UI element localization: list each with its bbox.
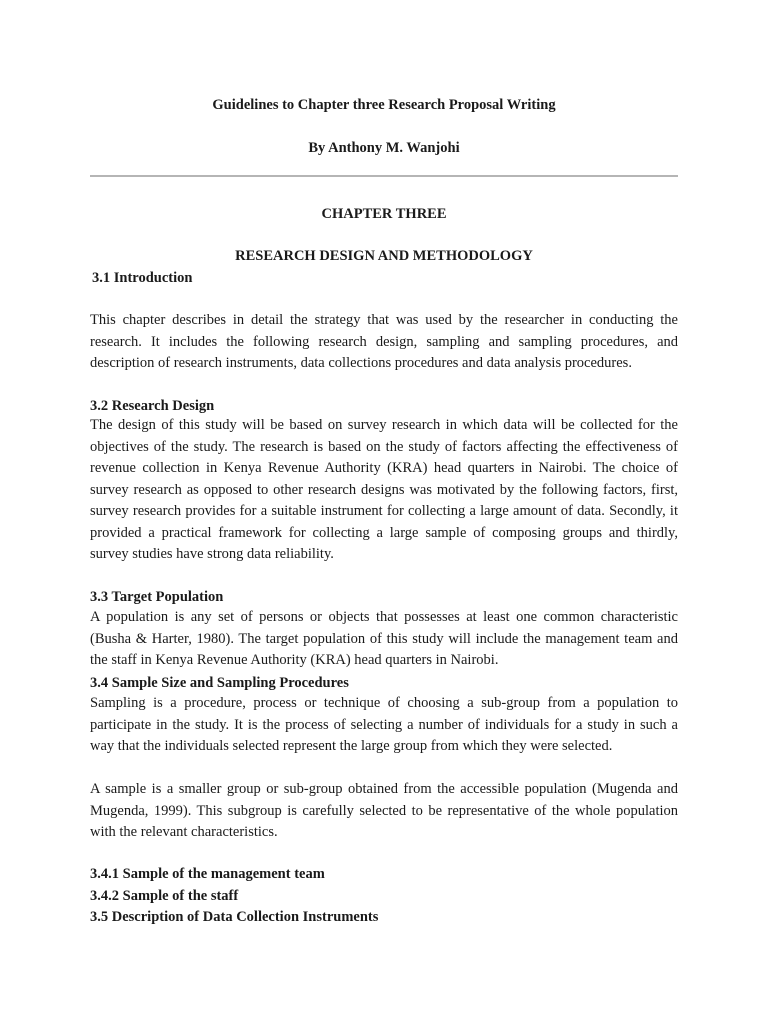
section-3-5-heading: 3.5 Description of Data Collection Instruments [90,909,379,925]
section-3-4-heading: 3.4 Sample Size and Sampling Procedures [90,675,349,691]
section-3-4-2-heading: 3.4.2 Sample of the staff [90,888,239,904]
document-author: By Anthony M. Wanjohi [308,140,460,156]
chapter-number-title: CHAPTER THREE [321,206,447,222]
section-3-2-heading: 3.2 Research Design [90,398,215,414]
section-3-4-1-heading: 3.4.1 Sample of the management team [90,866,325,882]
section-3-2-body: The design of this study will be based on survey research in which data will be collected for the objectives of the study. The research is based on the study of factors affecting the effectiveness of revenue collection in Kenya Revenue Authority (KRA) head quarters in Nairobi. The choice of survey research as opposed to other research designs was motivated by the following factors, first, survey research provides for a suitable instrument for collecting a large amount of data. Secondly, it provided a practical framework for collecting a large sample of composing groups and thirdly, survey studies have strong data reliability. [90,417,678,562]
horizontal-divider [90,175,678,177]
section-3-4-body-2: A sample is a smaller group or sub-group obtained from the accessible population (Mugenda and Mugenda, 1999). This subgroup is carefully selected to be representative of the whole population with the relevant characteristics. [90,781,678,840]
chapter-title: RESEARCH DESIGN AND METHODOLOGY [235,248,533,264]
section-3-1-heading: 3.1 Introduction [92,270,193,286]
section-3-3-body: A population is any set of persons or objects that possesses at least one common characteristic (Busha & Harter, 1980). The target population of this study will include the management team and the staff in Kenya Revenue Authority (KRA) head quarters in Nairobi. [90,609,678,668]
section-3-3-heading: 3.3 Target Population [90,589,224,605]
section-3-4-body-1: Sampling is a procedure, process or technique of choosing a sub-group from a population to participate in the study. It is the process of selecting a number of individuals for a study in such a way that the individuals selected represent the large group from which they were selected. [90,695,678,754]
document-title: Guidelines to Chapter three Research Proposal Writing [212,97,556,113]
section-3-1-body: This chapter describes in detail the strategy that was used by the researcher in conducting the research. It includes the following research design, sampling and sampling procedures, and description of research instruments, data collections procedures and data analysis procedures. [90,312,678,371]
